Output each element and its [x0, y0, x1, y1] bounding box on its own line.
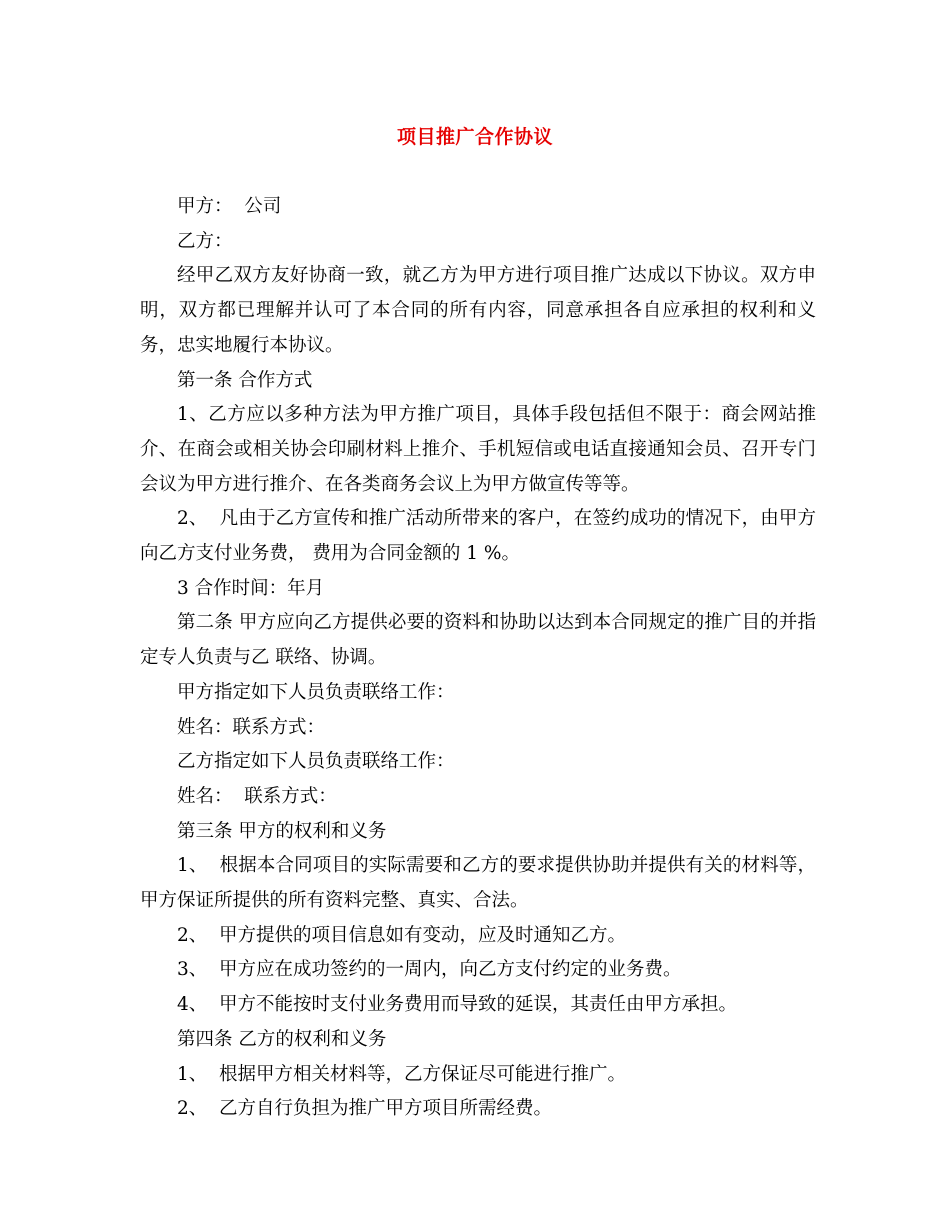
- party-a-contact-heading: 甲方指定如下人员负责联络工作：: [177, 681, 455, 703]
- article-1-clause-1: 1、乙方应以多种方法为甲方推广项目，具体手段包括但不限于：商会网站推介、在商会或相关协会印刷材料上推介、手机短信或电话直接通知会员、召开专门会议为甲方进行推介、在各类商务会议上为甲方做宣传等等。: [140, 404, 816, 495]
- preamble-paragraph: 经甲乙双方友好协商一致，就乙方为甲方进行项目推广达成以下协议。双方申明，双方都已理解并认可了本合同的所有内容，同意承担各自应承担的权利和义务，忠实地履行本协议。: [140, 265, 816, 356]
- party-a-contact-fields: 姓名：联系方式：: [177, 716, 326, 738]
- article-4-clause-1: 1、 根据甲方相关材料等，乙方保证尽可能进行推广。: [177, 1063, 627, 1085]
- article-2-paragraph: 第二条 甲方应向乙方提供必要的资料和协助以达到本合同规定的推广目的并指定专人负责与乙 联络、协调。: [140, 612, 816, 669]
- party-b-line: 乙方：: [177, 230, 233, 252]
- article-1-heading: 第一条 合作方式: [177, 369, 313, 391]
- article-1-clause-2: 2、 凡由于乙方宣传和推广活动所带来的客户，在签约成功的情况下，由甲方向乙方支付业务费， 费用为合同金额的 1 %。: [140, 508, 816, 565]
- party-b-contact-heading: 乙方指定如下人员负责联络工作：: [177, 751, 455, 773]
- article-3-clause-4: 4、 甲方不能按时支付业务费用而导致的延误，其责任由甲方承担。: [177, 994, 738, 1016]
- article-3-clause-2: 2、 甲方提供的项目信息如有变动，应及时通知乙方。: [177, 924, 627, 946]
- article-1-clause-3: 3 合作时间：年月: [177, 577, 325, 599]
- party-a-line: 甲方： 公司: [177, 196, 282, 217]
- article-3-clause-3: 3、 甲方应在成功签约的一周内，向乙方支付约定的业务费。: [177, 959, 682, 981]
- party-b-contact-fields: 姓名： 联系方式：: [177, 785, 337, 807]
- document-body: [140, 190, 816, 1127]
- document-title: 项目推广合作协议: [396, 126, 553, 148]
- article-4-heading: 第四条 乙方的权利和义务: [177, 1028, 387, 1050]
- article-4-clause-2: 2、 乙方自行负担为推广甲方项目所需经费。: [177, 1098, 553, 1120]
- article-3-heading: 第三条 甲方的权利和义务: [177, 820, 387, 842]
- article-3-clause-1: 1、 根据本合同项目的实际需要和乙方的要求提供协助并提供有关的材料等，甲方保证所提供的所有资料完整、真实、合法。: [140, 855, 816, 912]
